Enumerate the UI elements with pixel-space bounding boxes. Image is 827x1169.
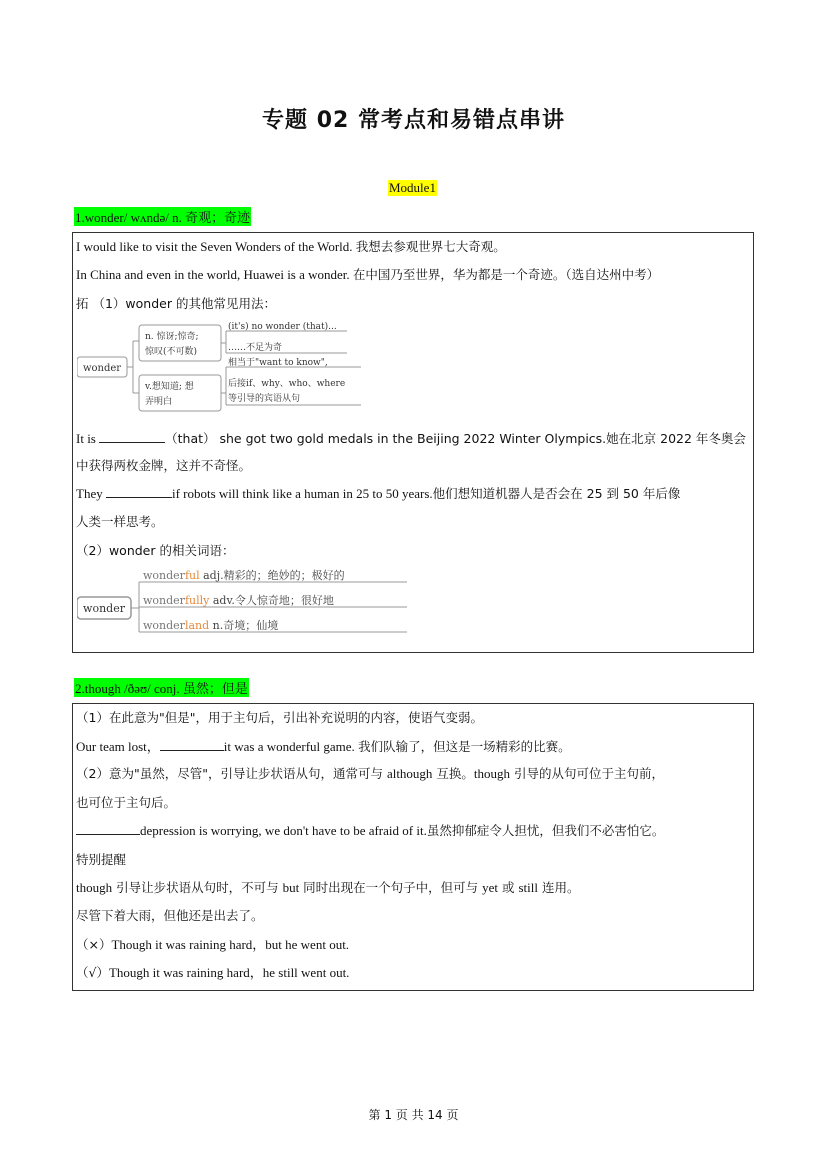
s2-line4: 也可位于主句后。 (76, 795, 177, 810)
wonder-usage-diagram (77, 319, 377, 419)
module-label: Module1 (389, 180, 436, 195)
s2-line7-a: though (76, 880, 113, 895)
diagram1-n-use-2: ……不足为奇 (228, 343, 283, 353)
s2-line3-d: though (473, 766, 511, 781)
s2-line2-b: it was a wonderful game. (223, 739, 359, 754)
diagram2-row2: wonderfully adv.令人惊奇地；很好地 (143, 594, 334, 607)
s2-line2-cn: 我们队输了，但这是一场精彩的比赛。 (358, 739, 571, 754)
answer-blank-2[interactable] (106, 485, 172, 498)
s2-line3-a: （2）意为"虽然，尽管"，引导让步状语从句，通常可与 (76, 766, 387, 781)
section1-heading: 1.wonder/ wʌndə/ n. 奇观；奇迹 (74, 207, 251, 226)
diagram2-row1: wonderful adj.精彩的；绝妙的；极好的 (143, 569, 345, 582)
s2-line7-e: yet (482, 880, 499, 895)
wonder-related-words-diagram (77, 565, 417, 645)
s1-line1 (76, 237, 750, 255)
s1-line5: 中获得两枚金牌，这并不奇怪。 (76, 458, 252, 473)
s2-line3-c: 互换。 (432, 766, 474, 781)
s1-line7: 人类一样思考。 (76, 514, 164, 529)
answer-blank-4[interactable] (76, 822, 140, 835)
s2-line3-b: although (386, 766, 433, 781)
s1-line8: （2）wonder 的相关词语： (76, 543, 235, 558)
s2-line3-e: 引导的从句可位于主句前， (510, 766, 665, 781)
diagram2-root: wonder (83, 602, 125, 615)
diagram1-v-use-3: 等引导的宾语从句 (228, 394, 301, 404)
answer-blank-3[interactable] (160, 738, 224, 751)
s2-line5-cn: 虽然抑郁症令人担忧，但我们不必害怕它。 (426, 823, 665, 838)
s2-line7-b: 引导让步状语从句时，不可与 (112, 880, 283, 895)
diagram1-v-def-1: v.想知道; 想 (145, 382, 194, 392)
s2-line7-g: still (518, 880, 539, 895)
diagram2-row3: wonderland n.奇境；仙境 (143, 619, 279, 632)
diagram1-root: wonder (82, 363, 122, 374)
s2-line5-b: depression is worrying, we don't have to be afraid of it. (140, 823, 427, 838)
page-footer: 第 1 页 共 14 页 (368, 1108, 459, 1122)
s1-line2-cn: 在中国乃至世界，华为都是一个奇迹。（选自达州中考） (352, 267, 660, 282)
diagram1-v-def-2: 弄明白 (145, 397, 173, 407)
s2-line3 (76, 764, 750, 782)
s1-line6-a: They (76, 486, 106, 501)
diagram1-n-def-1: n. 惊讶;惊奇; (145, 332, 199, 342)
s2-line2-a: Our team lost， (76, 739, 160, 754)
s1-line3: 拓 （1）wonder 的其他常见用法： (76, 296, 276, 311)
section2-box (72, 703, 754, 991)
s2-line6: 特别提醒 (76, 852, 127, 867)
s1-line6-b: if robots will think like a human in 25 to 50 years. (171, 486, 433, 501)
s2-line7-f: 或 (498, 880, 519, 895)
s1-line4 (76, 429, 750, 447)
section2-heading: 2.though /ðəʊ/ conj. 虽然；但是 (74, 678, 249, 697)
s1-line4-b: （that） she got two gold medals in the Beijing 2022 Winter Olympics. (165, 431, 607, 446)
answer-blank-1[interactable] (99, 430, 165, 443)
s1-line1-en: I would like to visit the Seven Wonders of the World. (76, 239, 356, 254)
section1-box (72, 232, 754, 653)
s2-line9 (76, 934, 750, 953)
diagram1-v-use-1: 相当于"want to know", (228, 358, 328, 368)
s2-line10-text: Though it was raining hard，he still went out. (108, 965, 350, 980)
s2-line7-d: 同时出现在一个句子中，但可与 (299, 880, 483, 895)
diagram1-n-use-1: (it's) no wonder (that)... (228, 322, 337, 332)
s1-line2-en: In China and even in the world, Huawei is a wonder. (76, 267, 353, 282)
s2-line8: 尽管下着大雨，但他还是出去了。 (76, 908, 264, 923)
diagram1-n-def-2: 惊叹(不可数) (145, 347, 198, 357)
wrong-mark: （×） (76, 937, 112, 952)
s1-line6-cn: 他们想知道机器人是否会在 25 到 50 年后像 (432, 486, 681, 501)
s1-line4-a: It is (76, 431, 100, 446)
s1-line1-cn: 我想去参观世界七大奇观。 (355, 239, 506, 254)
s2-line1: （1）在此意为"但是"，用于主句后，引出补充说明的内容，使语气变弱。 (76, 710, 483, 725)
s2-line7 (76, 878, 750, 896)
s1-line6 (76, 484, 750, 502)
diagram1-v-use-2: 后接if、why、who、where (228, 379, 346, 389)
page-title: 专题 02 常考点和易错点串讲 (262, 108, 565, 133)
correct-mark: （√） (76, 965, 109, 980)
s2-line5 (76, 821, 750, 839)
s2-line2 (76, 736, 750, 755)
s2-line9-text: Though it was raining hard，but he went out. (111, 937, 350, 952)
s2-line10 (76, 962, 750, 981)
s1-line2 (76, 265, 750, 283)
s1-line4-cn: 她在北京 2022 年冬奥会 (606, 431, 746, 446)
s2-line7-c: but (282, 880, 300, 895)
s2-line7-h: 连用。 (538, 880, 580, 895)
